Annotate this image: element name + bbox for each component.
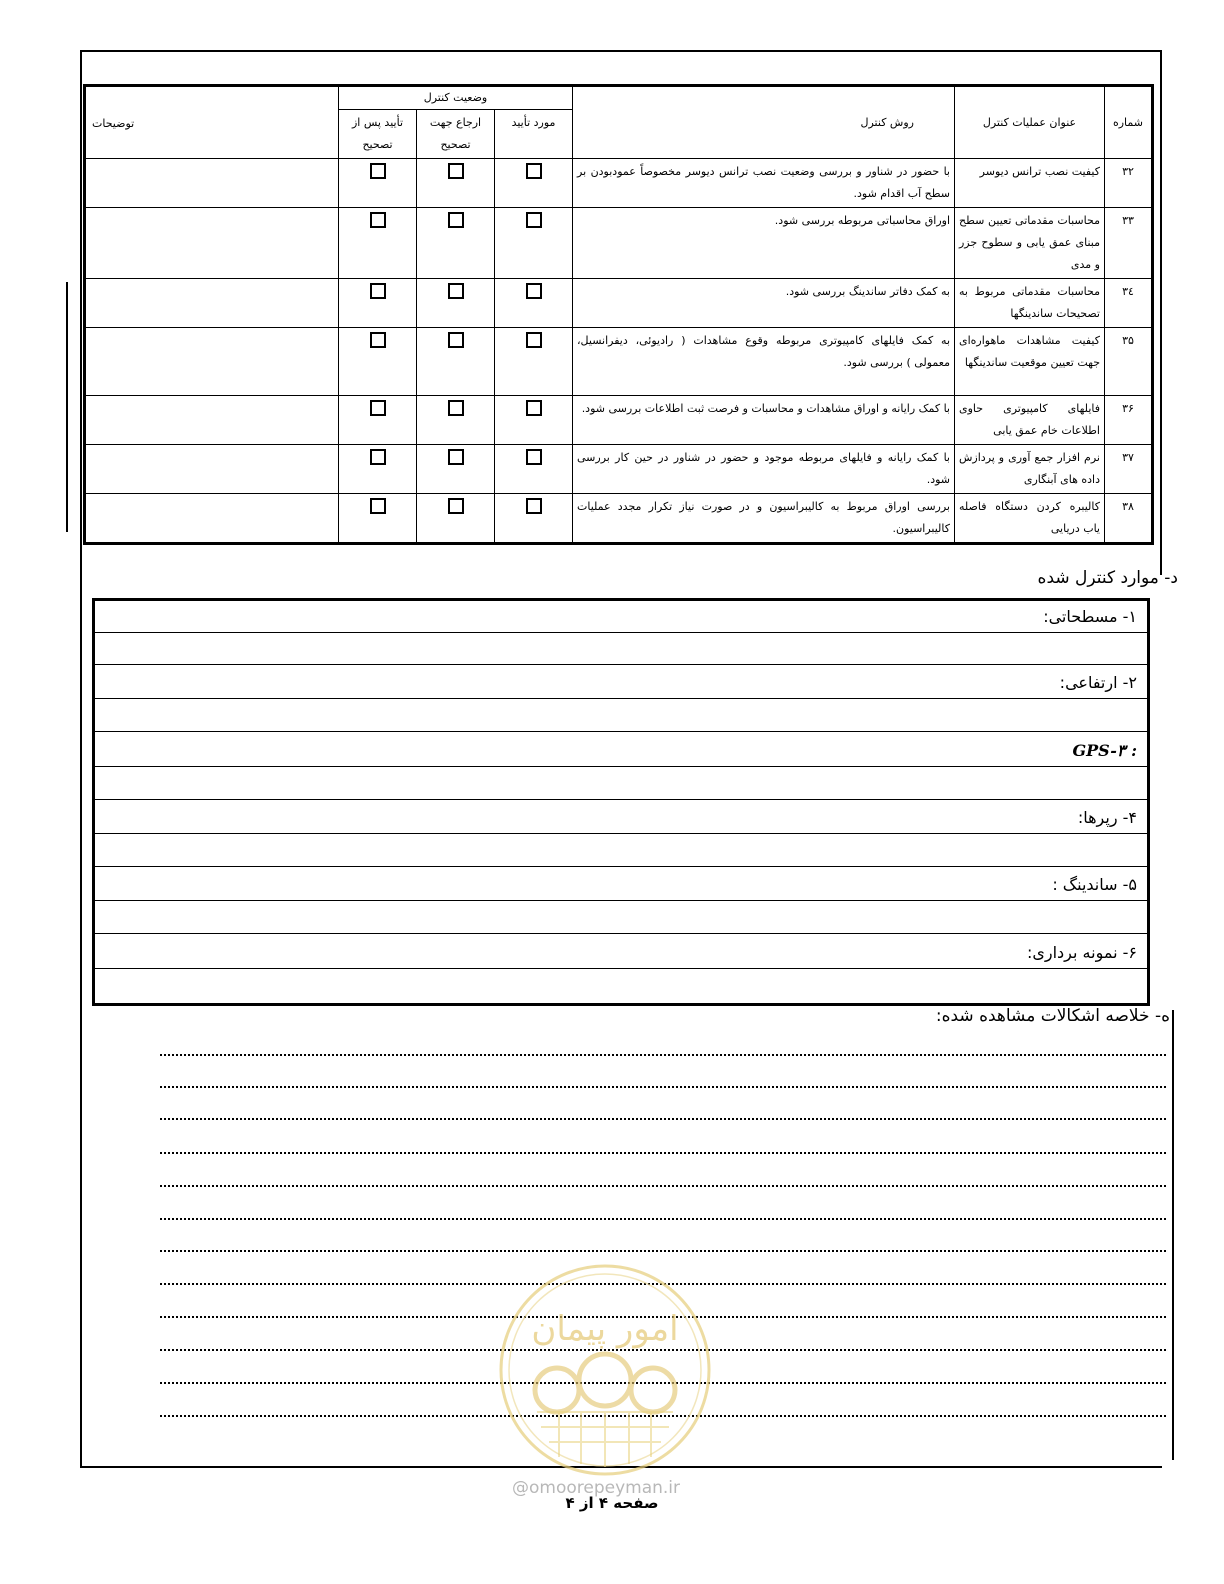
section-d-title: د- موارد کنترل شده <box>1037 568 1178 588</box>
header-title: عنوان عملیات کنترل <box>955 86 1105 159</box>
page-frame-right-edge <box>1160 50 1162 575</box>
checkbox-after-fix[interactable] <box>370 212 386 228</box>
dotted-line[interactable] <box>160 1086 1166 1088</box>
section-d-box <box>92 598 1150 1006</box>
checkbox-returned[interactable] <box>448 212 464 228</box>
row-method: با حضور در شناور و بررسی وضعیت نصب ترانس دیوسر مخصوصاً عمودبودن بر سطح آب اقدام شود. <box>573 159 955 208</box>
row-title: نرم افزار جمع آوری و پردازش داده های آبنگاری <box>955 445 1105 494</box>
row-number: ۳۵ <box>1105 328 1153 396</box>
checkbox-approved[interactable] <box>526 498 542 514</box>
table-row <box>85 279 1153 328</box>
checkbox-returned[interactable] <box>448 449 464 465</box>
checkbox-after-fix[interactable] <box>370 400 386 416</box>
row-title: محاسبات مقدماتی تعیین سطح مبنای عمق یابی و سطوح جزر و مدی <box>955 208 1105 279</box>
dotted-line[interactable] <box>160 1250 1166 1252</box>
header-status-after-fix: تأیید پس از تصحیح <box>339 110 417 159</box>
row-notes[interactable] <box>85 279 339 328</box>
item-label: ۵- ساندینگ : <box>1052 875 1137 894</box>
checkbox-after-fix[interactable] <box>370 283 386 299</box>
table-row <box>85 208 1153 279</box>
checkbox-after-fix[interactable] <box>370 332 386 348</box>
row-title: فایلهای کامپیوتری حاوی اطلاعات خام عمق یابی <box>955 396 1105 445</box>
row-method: با کمک رایانه و فایلهای مربوطه موجود و حضور در شناور در حین کار بررسی شود. <box>573 445 955 494</box>
row-number: ۳۸ <box>1105 494 1153 544</box>
dotted-line[interactable] <box>160 1218 1166 1220</box>
table-row <box>85 328 1153 396</box>
row-method: اوراق محاسباتی مربوطه بررسی شود. <box>573 208 955 279</box>
checkbox-approved[interactable] <box>526 283 542 299</box>
row-number: ۳٤ <box>1105 279 1153 328</box>
row-notes[interactable] <box>85 328 339 396</box>
table-header-row <box>85 86 1153 110</box>
item-label: : GPS-۳ <box>1072 741 1137 760</box>
checkbox-approved[interactable] <box>526 400 542 416</box>
row-number: ۳۷ <box>1105 445 1153 494</box>
section-d-item-gps[interactable] <box>95 735 1147 767</box>
section-d-item-surface[interactable] <box>95 601 1147 633</box>
row-notes[interactable] <box>85 494 339 544</box>
header-status-returned: ارجاع جهت تصحیح <box>417 110 495 159</box>
page-frame-right-edge-lower <box>1172 1010 1174 1460</box>
row-title: کیفیت مشاهدات ماهواره‌ای جهت تعیین موقعیت ساندینگها <box>955 328 1105 396</box>
table-row <box>85 494 1153 544</box>
row-notes[interactable] <box>85 445 339 494</box>
section-d-blank-line[interactable] <box>95 700 1147 732</box>
row-number: ۳۶ <box>1105 396 1153 445</box>
item-label: ۲- ارتفاعی: <box>1059 673 1137 692</box>
row-method: به کمک فایلهای کامپیوتری مربوطه وقوع مشاهدات ( رادیوئی، دیفرانسیل، معمولی ) بررسی شود. <box>573 328 955 396</box>
row-notes[interactable] <box>85 396 339 445</box>
checkbox-after-fix[interactable] <box>370 449 386 465</box>
dotted-line[interactable] <box>160 1118 1166 1120</box>
row-method: بررسی اوراق مربوط به کالیبراسیون و در صورت نیاز تکرار مجدد عملیات کالیبراسیون. <box>573 494 955 544</box>
checkbox-returned[interactable] <box>448 283 464 299</box>
row-notes[interactable] <box>85 208 339 279</box>
svg-text:امور پیمان: امور پیمان <box>531 1309 679 1349</box>
control-table <box>83 84 1154 545</box>
row-title: کیفیت نصب ترانس دیوسر <box>955 159 1105 208</box>
checkbox-after-fix[interactable] <box>370 498 386 514</box>
dotted-line[interactable] <box>160 1185 1166 1187</box>
checkbox-approved[interactable] <box>526 212 542 228</box>
page-number: صفحه ۴ از ۴ <box>565 1494 659 1512</box>
checkbox-returned[interactable] <box>448 332 464 348</box>
watermark-seal-logo <box>497 1262 713 1478</box>
checkbox-approved[interactable] <box>526 449 542 465</box>
section-d-blank-line[interactable] <box>95 768 1147 800</box>
checkbox-approved[interactable] <box>526 163 542 179</box>
section-d-blank-line[interactable] <box>95 835 1147 867</box>
checkbox-returned[interactable] <box>448 498 464 514</box>
section-d-blank-line[interactable] <box>95 633 1147 665</box>
section-d-blank-line[interactable] <box>95 970 1147 1002</box>
table-row <box>85 159 1153 208</box>
header-number: شماره <box>1105 86 1153 159</box>
section-d-blank-line[interactable] <box>95 902 1147 934</box>
dotted-line[interactable] <box>160 1152 1166 1154</box>
checkbox-approved[interactable] <box>526 332 542 348</box>
header-status-approved: مورد تأیید <box>495 110 573 159</box>
header-method: روش کنترل <box>573 86 955 159</box>
row-method: با کمک رایانه و اوراق مشاهدات و محاسبات و فرصت ثبت اطلاعات بررسی شود. <box>573 396 955 445</box>
checkbox-after-fix[interactable] <box>370 163 386 179</box>
row-method: به کمک دفاتر ساندینگ بررسی شود. <box>573 279 955 328</box>
section-d-item-sounding[interactable] <box>95 869 1147 901</box>
watermark-url: @omoorepeyman.ir <box>512 1478 681 1498</box>
dotted-line[interactable] <box>160 1054 1166 1056</box>
header-status-group: وضعیت کنترل <box>339 86 573 110</box>
margin-mark <box>66 282 68 532</box>
item-label: ۶- نمونه برداری: <box>1026 943 1137 962</box>
row-title: کالیبره کردن دستگاه فاصله یاب دریایی <box>955 494 1105 544</box>
row-notes[interactable] <box>85 159 339 208</box>
section-d-item-sampling[interactable] <box>95 937 1147 969</box>
row-number: ۳۲ <box>1105 159 1153 208</box>
section-d-item-elevation[interactable] <box>95 667 1147 699</box>
table-row <box>85 396 1153 445</box>
row-number: ۳۳ <box>1105 208 1153 279</box>
section-d-item-benchmarks[interactable] <box>95 802 1147 834</box>
section-e-title: ه- خلاصه اشکالات مشاهده شده: <box>935 1006 1170 1026</box>
checkbox-returned[interactable] <box>448 400 464 416</box>
item-label: ۱- مسطحاتی: <box>1043 607 1137 626</box>
item-label: ۴- رپرها: <box>1077 808 1137 827</box>
row-title: محاسبات مقدماتی مربوط به تصحیحات ساندینگها <box>955 279 1105 328</box>
checkbox-returned[interactable] <box>448 163 464 179</box>
header-notes: توضیحات <box>85 86 339 159</box>
table-row <box>85 445 1153 494</box>
